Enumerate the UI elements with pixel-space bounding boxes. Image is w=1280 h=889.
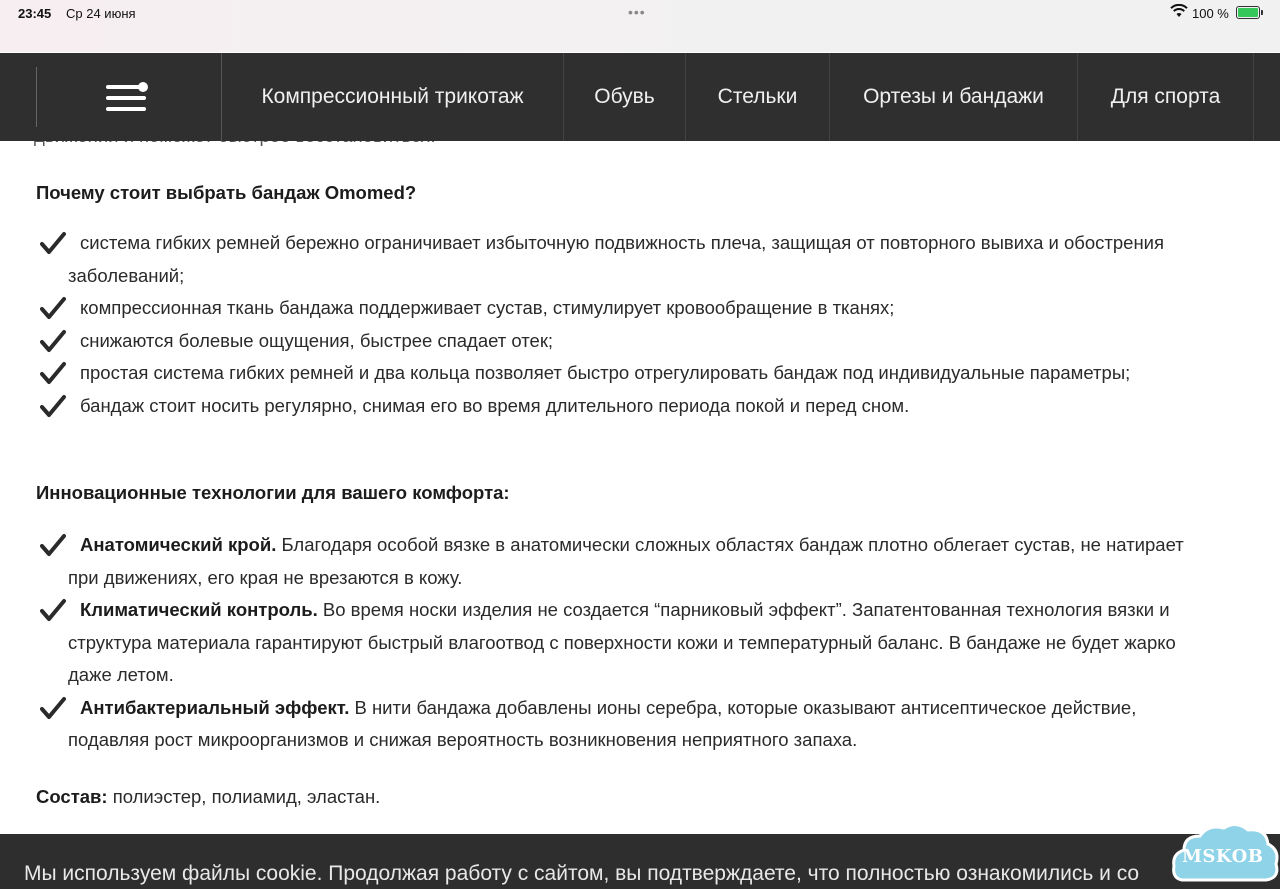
battery-level-fill xyxy=(1238,8,1258,17)
checkmark-icon xyxy=(40,361,66,385)
multitasking-dots-icon[interactable]: ••• xyxy=(628,4,646,20)
feature-title: Антибактериальный эффект. xyxy=(80,696,350,718)
composition-line xyxy=(36,781,380,814)
nav-item-shoes[interactable]: Обувь xyxy=(564,53,686,141)
list-item-text: компрессионная ткань бандажа поддерживает сустав, стимулирует кровообращение в тканях; xyxy=(80,297,895,318)
checkmark-icon xyxy=(40,394,66,418)
composition-value: полиэстер, полиамид, эластан. xyxy=(107,786,381,807)
list-item-text: система гибких ремней бережно ограничивает избыточную подвижность плеча, защищая от повторного вывиха и обострения заболеваний; xyxy=(68,232,1165,286)
feature-title: Климатический контроль. xyxy=(80,599,318,620)
checkmark-icon xyxy=(40,598,66,622)
status-time: 23:45 xyxy=(18,6,52,21)
battery-percent: 100 % xyxy=(1192,6,1229,21)
nav-item-sport[interactable]: Для спорта xyxy=(1078,53,1254,141)
hamburger-menu-icon[interactable] xyxy=(106,83,150,113)
list-item-text: снижаются болевые ощущения, быстрее спадает отек; xyxy=(80,329,554,351)
list-item xyxy=(40,357,1200,390)
checkmark-icon xyxy=(40,696,66,720)
status-date: Ср 24 июня xyxy=(66,6,136,21)
composition-label: Состав: xyxy=(36,786,108,807)
list-item xyxy=(40,529,1200,594)
innovations-heading: Инновационные технологии для вашего комфорта: xyxy=(36,482,510,503)
list-item xyxy=(40,325,1200,358)
why-list xyxy=(40,227,1200,422)
checkmark-icon xyxy=(40,231,66,255)
cookie-banner-text: Мы используем файлы cookie. Продолжая работу с сайтом, вы подтверждаете, что полностью ознакомились и со xyxy=(24,862,1140,885)
status-bar xyxy=(0,0,1280,52)
feature-text: В нити бандажа добавлены ионы серебра, которые оказывают антисептическое действие, подавляя рост микроорганизмов и снижая вероятность возникновения неприятного запаха. xyxy=(68,696,1137,750)
nav-divider xyxy=(36,67,37,127)
list-item-text: бандаж стоит носить регулярно, снимая его во время длительного периода покой и перед сном. xyxy=(80,394,910,416)
nav-item-compression[interactable]: Компрессионный трикотаж xyxy=(222,53,564,141)
list-item-text: простая система гибких ремней и два кольца позволяет быстро отрегулировать бандаж под индивидуальные параметры; xyxy=(80,362,1131,383)
battery-icon xyxy=(1236,6,1260,19)
nav-item-insoles[interactable]: Стельки xyxy=(686,53,830,141)
checkmark-icon xyxy=(40,329,66,353)
checkmark-icon xyxy=(40,533,66,557)
feature-title: Анатомический крой. xyxy=(80,534,277,555)
checkmark-icon xyxy=(40,296,66,320)
menu-button[interactable] xyxy=(0,53,222,141)
list-item xyxy=(40,227,1200,292)
watermark-badge xyxy=(1170,820,1280,889)
wifi-icon xyxy=(1170,4,1188,18)
feature-text: Во время носки изделия не создается “парниковый эффект”. Запатентованная технология вязки и структура материала гарантируют быстрый влагоотвод с поверхности кожи и температурный баланс. В бандаже не будет жарко даже летом. xyxy=(68,599,1176,685)
main-nav xyxy=(0,53,1280,141)
innovations-list xyxy=(40,529,1200,757)
list-item xyxy=(40,594,1200,692)
list-item xyxy=(40,292,1200,325)
list-item xyxy=(40,692,1200,757)
feature-text: Благодаря особой вязке в анатомически сложных областях бандаж плотно облегает сустав, не натирает при движениях, его края не врезаются в кожу. xyxy=(68,534,1184,588)
watermark-label: MSKOB xyxy=(1182,846,1264,867)
why-heading: Почему стоит выбрать бандаж Omomed? xyxy=(36,182,417,203)
cookie-banner xyxy=(0,834,1280,889)
list-item xyxy=(40,390,1200,423)
nav-item-orthoses[interactable]: Ортезы и бандажи xyxy=(830,53,1078,141)
battery-tip xyxy=(1261,10,1263,15)
